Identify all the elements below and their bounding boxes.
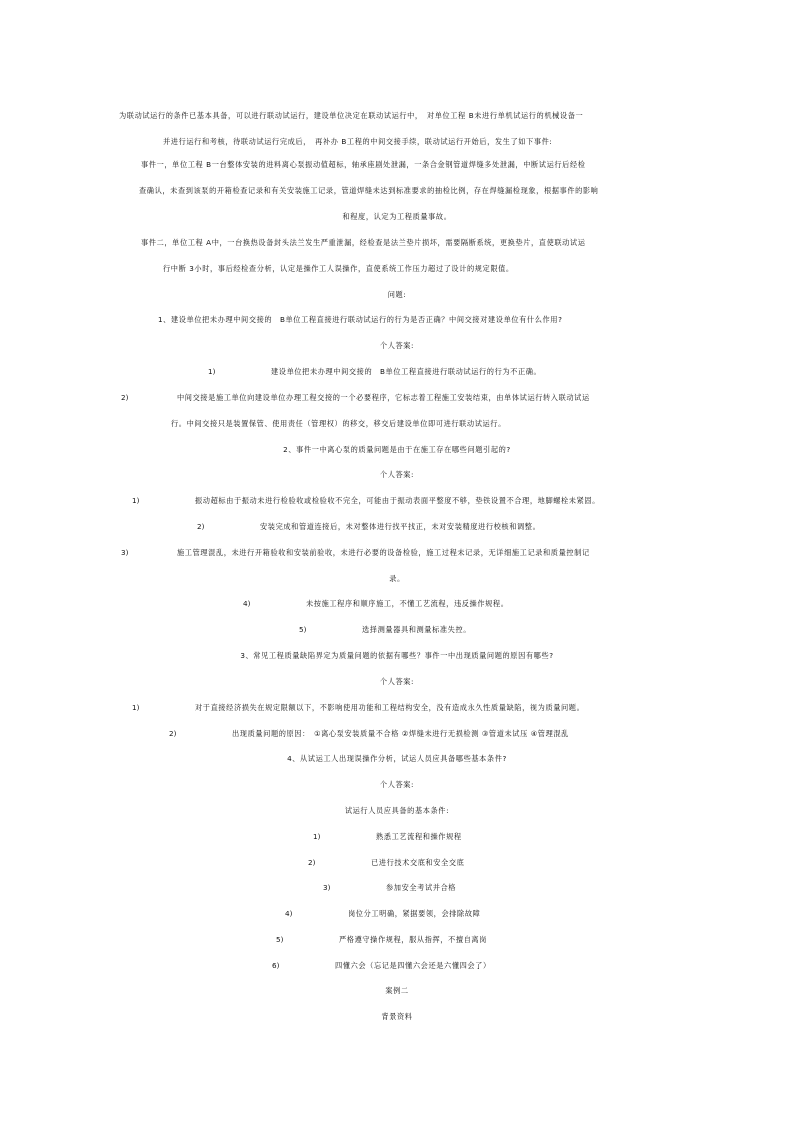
answer-label-3: 个人答案: — [379, 677, 415, 686]
answer-2-1-text: 振动超标由于振动未进行检验收或检验收不完全，可能由于振动表面平整度不够，垫铁设置不合理，地脚螺栓未紧固。 — [195, 496, 600, 505]
question-1: 1、建设单位把未办理中间交接的 B单位工程直接进行联动试运行的行为是否正确？中间交接对建设单位有什么作用? — [158, 315, 563, 324]
answer-2-3-text-cont: 录。 — [389, 574, 405, 583]
answer-2-3-number: 3) — [121, 548, 129, 557]
answer-4-5-number: 5) — [276, 935, 284, 944]
answer-4-4-number: 4) — [285, 909, 293, 918]
answer-4-1-number: 1) — [313, 832, 321, 841]
answer-4-5-text: 严格遵守操作规程，服从指挥，不擅自离岗 — [339, 935, 487, 944]
answer-2-3-text: 施工管理混乱，未进行开箱验收和安装前验收，未进行必要的设备检验，施工过程未记录，无详细施工记录和质量控制记 — [177, 548, 590, 557]
answer-4-4-text: 岗位分工明确，紧据要领，会排除故障 — [348, 909, 481, 918]
answer-4-intro: 试运行人员应具备的基本条件: — [344, 806, 450, 815]
answer-2-4-number: 4) — [243, 599, 251, 608]
answer-1-1-text: 建设单位把未办理中间交接的 B单位工程直接进行联动试运行的行为不正确。 — [271, 367, 542, 376]
answer-4-2-text: 已进行技术交底和安全交底 — [371, 858, 465, 867]
event1-line-3: 和程度，认定为工程质量事故。 — [342, 212, 452, 221]
answer-1-1-number: 1) — [208, 367, 216, 376]
answer-2-5-number: 5) — [299, 625, 307, 634]
answer-2-1-number: 1) — [132, 496, 140, 505]
answer-4-6-number: 6) — [272, 961, 280, 970]
answer-3-2-number: 2) — [169, 729, 177, 738]
answer-4-2-number: 2) — [308, 858, 316, 867]
answer-1-2-text: 中间交接是施工单位向建设单位办理工程交接的一个必要程序，它标志着工程施工安装结束，由单体试运行转入联动试运 — [177, 393, 590, 402]
answer-1-2-text-cont: 行。中间交接只是装置保管、使用责任（管理权）的移交，移交后建设单位即可进行联动试运行。 — [171, 419, 506, 428]
answer-4-1-text: 熟悉工艺流程和操作规程 — [376, 832, 462, 841]
answer-3-2-text: 出现质量问题的原因： ①离心泵安装质量不合格 ②焊缝未进行无损检测 ③管道未试压 ④管理混乱 — [232, 729, 569, 738]
question-3: 3、常见工程质量缺陷界定为质量问题的依据有哪些？事件一中出现质量问题的原因有哪些? — [240, 651, 554, 660]
intro-line-2: 并进行运行和考核，待联动试运行完成后， 再补办 B工程的中间交接手续，联动试运行开始后，发生了如下事件: — [163, 137, 553, 146]
answer-label-1: 个人答案: — [379, 341, 415, 350]
question-2: 2、事件一中离心泵的质量问题是由于在施工存在哪些问题引起的? — [283, 445, 511, 454]
event1-line-2: 查确认，未查到该泵的开箱检查记录和有关安装施工记录，管道焊缝未达到标准要求的抽检比例，存在焊缝漏检现象，根据事件的影响 — [139, 186, 599, 195]
answer-label-2: 个人答案: — [379, 470, 415, 479]
answer-4-6-text: 四懂六会（忘记是四懂六会还是六懂四会了） — [335, 961, 491, 970]
answer-3-1-text: 对于直接经济损失在规定限额以下，不影响使用功能和工程结构安全，没有造成永久性质量缺陷，视为质量问题。 — [195, 703, 585, 712]
answer-4-3-number: 3) — [323, 883, 331, 892]
questions-heading: 问题: — [387, 290, 407, 299]
answer-label-4: 个人答案: — [379, 780, 415, 789]
answer-2-4-text: 未按施工程序和顺序施工，不懂工艺流程，违反操作规程。 — [306, 599, 509, 608]
intro-line-1: 为联动试运行的条件已基本具备，可以进行联动试运行，建设单位决定在联动试运行中， 对单位工程 B未进行单机试运行的机械设备一 — [119, 111, 584, 120]
answer-2-2-text: 安装完成和管道连接后，未对整体进行找平找正，未对安装精度进行校核和调整。 — [260, 522, 541, 531]
answer-1-2-number: 2) — [121, 393, 129, 402]
case-title: 案例二 — [385, 986, 409, 995]
answer-4-3-text: 参加安全考试并合格 — [386, 883, 457, 892]
background-title: 背景资料 — [381, 1012, 413, 1021]
answer-3-1-number: 1) — [132, 703, 140, 712]
answer-2-5-text: 选择测量器具和测量标准失控。 — [362, 625, 472, 634]
question-4: 4、从试运工人出现误操作分析，试运人员应具备哪些基本条件? — [287, 754, 507, 763]
event2-line-2: 行中断 3小时，事后经检查分析，认定是操作工人误操作，直使系统工作压力超过了设计的规定限值。 — [163, 264, 514, 273]
event2-line-1: 事件二，单位工程 A中，一台换热设备封头法兰发生严重泄漏，经检查是法兰垫片损坏，需要隔断系统，更换垫片，直使联动试运 — [141, 238, 586, 247]
event1-line-1: 事件一，单位工程 B一台整体安装的进料离心泵振动值超标，轴承座剧处泄漏，一条合金钢管道焊缝多处泄漏，中断试运行后经检 — [141, 160, 586, 169]
answer-2-2-number: 2) — [197, 522, 205, 531]
